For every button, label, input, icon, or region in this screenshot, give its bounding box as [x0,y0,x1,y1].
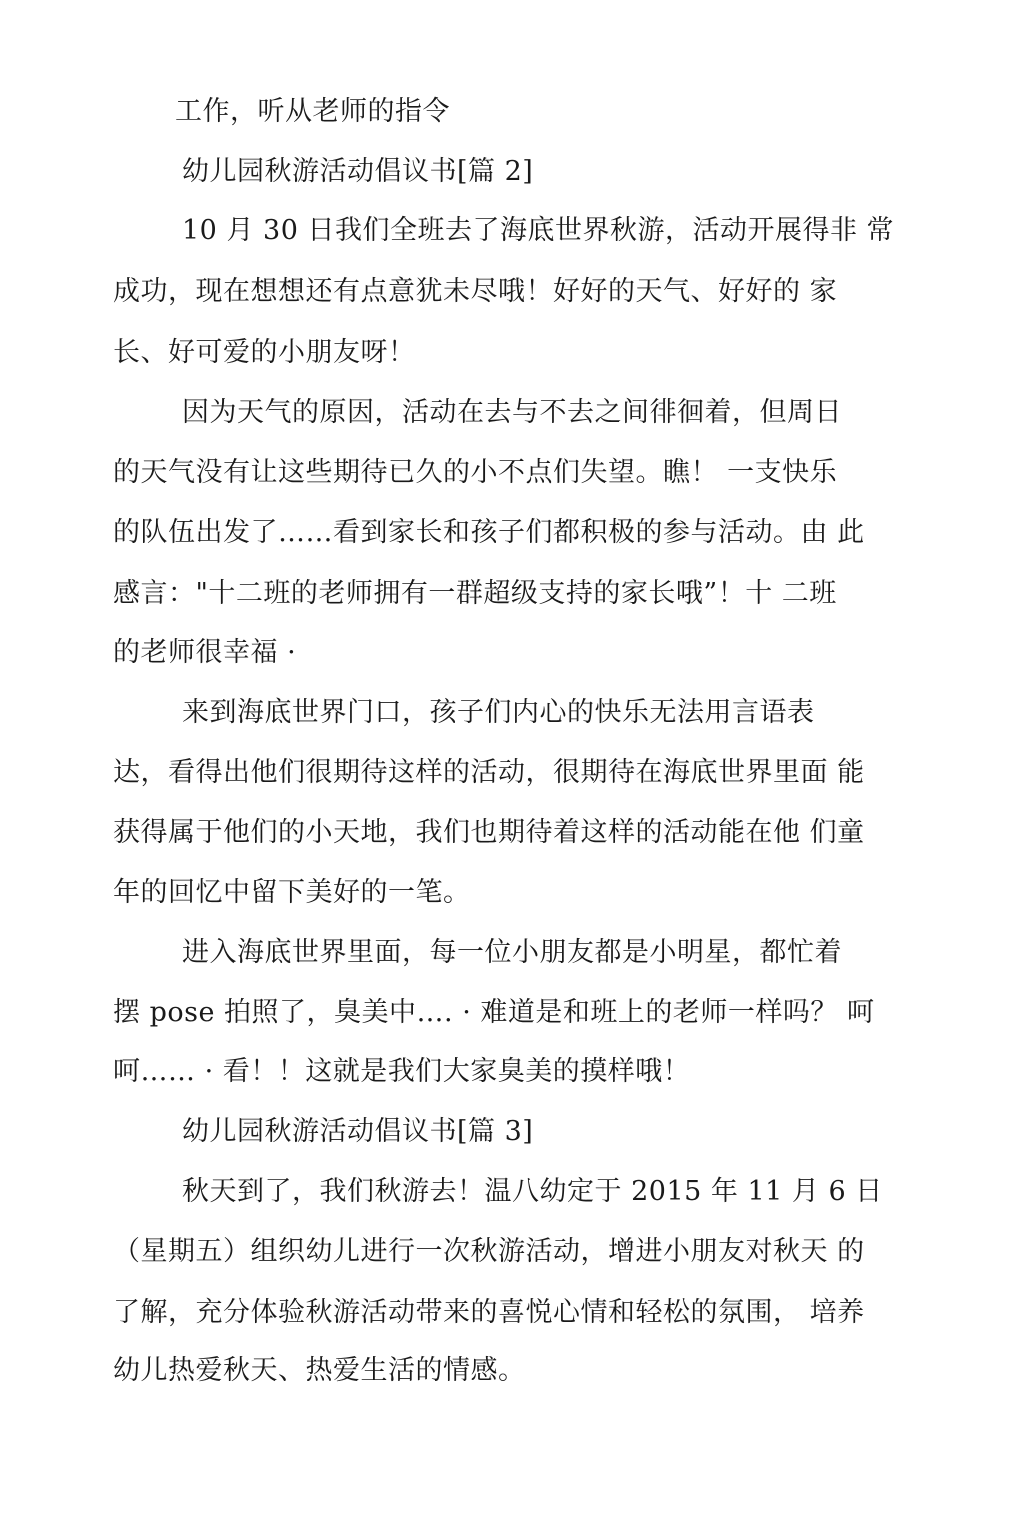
paragraph-line: 进入海底世界里面，每一位小朋友都是小明星，都忙着 [182,937,842,968]
paragraph-line: 达，看得出他们很期待这样的活动，很期待在海底世界里面 能 [113,757,865,788]
paragraph-line: 的队伍出发了……看到家长和孩子们都积极的参与活动。由 此 [113,517,865,548]
paragraph-line: 工作，听从老师的指令 [175,96,450,127]
paragraph-line: 长、好可爱的小朋友呀！ [113,337,416,368]
paragraph-line: 呵…… · 看！！这就是我们大家臭美的摸样哦！ [113,1056,691,1087]
paragraph-line: 获得属于他们的小天地，我们也期待着这样的活动能在他 们童 [113,817,865,848]
paragraph-line: 来到海底世界门口，孩子们内心的快乐无法用言语表 [182,697,815,728]
paragraph-line: 秋天到了，我们秋游去！温八幼定于 2015 年 11 月 6 日 [182,1176,883,1207]
section-heading-3: 幼儿园秋游活动倡议书[篇 3] [182,1116,534,1147]
paragraph-line: 年的回忆中留下美好的一笔。 [113,877,471,908]
paragraph-line: 成功，现在想想还有点意犹未尽哦！好好的天气、好好的 家 [113,276,838,307]
paragraph-line: 幼儿热爱秋天、热爱生活的情感。 [113,1355,526,1386]
paragraph-line: 摆 pose 拍照了，臭美中…. · 难道是和班上的老师一样吗？ 呵 [113,997,875,1028]
paragraph-line: 的天气没有让这些期待已久的小不点们失望。瞧！ 一支快乐 [113,457,838,488]
paragraph-line: 感言："十二班的老师拥有一群超级支持的家长哦”！十 二班 [113,578,837,609]
section-heading-2: 幼儿园秋游活动倡议书[篇 2] [182,156,534,187]
paragraph-line: 10 月 30 日我们全班去了海底世界秋游，活动开展得非 常 [182,215,895,246]
paragraph-line: 因为天气的原因，活动在去与不去之间徘徊着，但周日 [182,397,842,428]
paragraph-line: 的老师很幸福 · [113,637,297,668]
paragraph-line: 了解，充分体验秋游活动带来的喜悦心情和轻松的氛围， 培养 [113,1297,865,1328]
paragraph-line: （星期五）组织幼儿进行一次秋游活动，增进小朋友对秋天 的 [113,1236,865,1267]
